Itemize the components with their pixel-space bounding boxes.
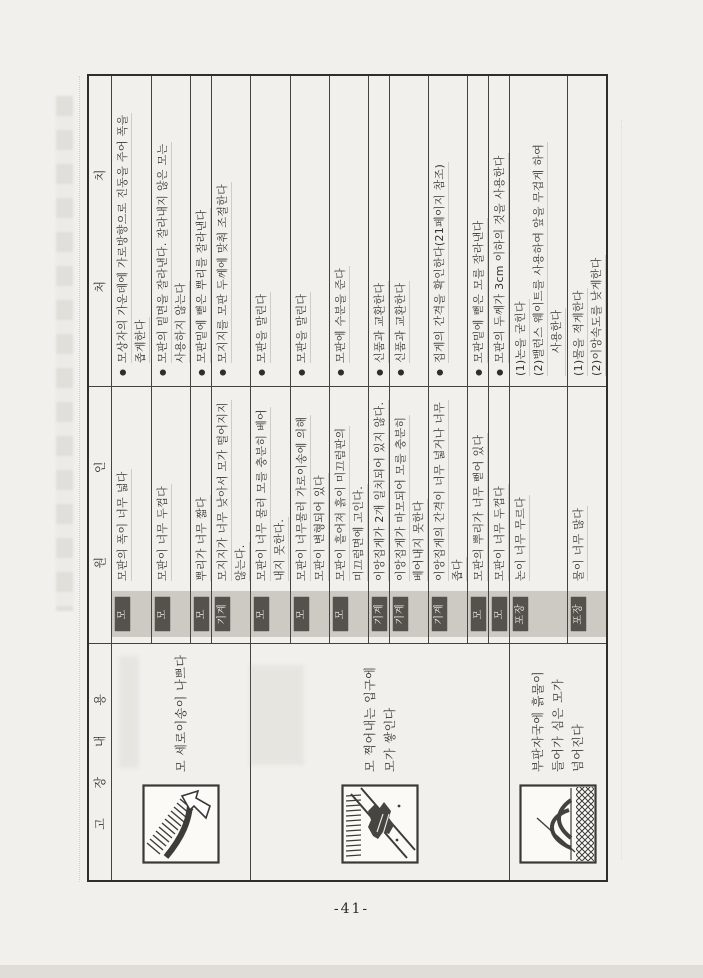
remedy-cell <box>468 76 488 386</box>
fault-caption-line: 부판자국에 흙물이 <box>531 670 545 772</box>
cause-category-badge: 모 <box>294 597 309 631</box>
page-number: -41- <box>333 901 370 917</box>
remedy-text <box>470 80 488 363</box>
cause-text-line: 이앙집게가 2개 일치되어 있지 않다. <box>371 400 389 581</box>
remedy-text-line: 신품과 교환한다 <box>392 281 410 363</box>
remedy-cell <box>152 76 190 386</box>
cause-cell <box>251 386 290 643</box>
cause-text <box>291 387 329 591</box>
cause-category-band <box>468 591 488 637</box>
remedy-text <box>491 80 509 363</box>
remedy-text-line: (2)이앙속도를 낮게한다 <box>588 255 606 376</box>
scan-ruling-artifact <box>79 76 80 882</box>
table-row <box>151 76 190 643</box>
cause-text-line: 모판이 흩어져 흙이 미끄럼판의 <box>332 426 350 581</box>
table-row <box>251 76 290 643</box>
cause-category-band <box>330 591 368 637</box>
column-header-cause: 원 인 <box>89 386 112 643</box>
cause-text <box>429 387 467 591</box>
cause-cell <box>429 386 467 643</box>
bullet-icon: ● <box>158 369 167 376</box>
remedy-cell <box>291 76 329 386</box>
cause-cell <box>291 386 329 643</box>
cause-category-band <box>489 591 509 637</box>
cause-remedy-rows <box>112 76 250 643</box>
cause-category-band <box>390 591 428 637</box>
remedy-text-line: (1)논을 굳힌다 <box>512 299 530 376</box>
fault-caption-line: 모 세로이송이 나쁘다 <box>174 654 188 772</box>
remedy-text <box>332 80 368 363</box>
remedy-text-line: 신품과 교환한다 <box>371 281 389 363</box>
remedy-text-line: 좁게한다 <box>132 317 150 363</box>
table-body <box>112 76 606 880</box>
bullet-icon: ● <box>197 369 206 376</box>
cause-text <box>330 387 368 591</box>
table-row <box>211 76 250 643</box>
bullet-icon: ● <box>375 369 384 376</box>
cause-category-band <box>291 591 329 637</box>
cause-text-line: 물이 너무 많다 <box>570 506 588 581</box>
cause-text-line: 내지 못한다. <box>271 517 289 581</box>
cause-category-badge: 모 <box>155 597 170 631</box>
cause-text <box>510 387 567 591</box>
cause-text-line: 미끄럼면에 고인다. <box>350 484 368 581</box>
remedy-text <box>431 80 467 363</box>
cause-text-line: 논이 너무 무르다 <box>512 495 530 581</box>
cause-category-band <box>191 591 211 637</box>
remedy-text <box>392 80 428 363</box>
table-row <box>428 76 467 643</box>
remedy-text-line: 모판의 밑면을 잘라낸다. 잘라내지 않은 모는 <box>154 142 172 363</box>
cause-category-band <box>152 591 190 637</box>
fault-caption-line: 들어가 심은 모가 <box>551 678 565 772</box>
scan-ruling-artifact <box>621 120 622 860</box>
remedy-text-line: 모판밑에 뻗은 뿌리를 잘라낸다 <box>193 208 211 363</box>
cause-category-badge: 모 <box>333 597 348 631</box>
remedy-text <box>154 80 190 363</box>
bullet-icon: ● <box>495 369 504 376</box>
remedy-text <box>253 80 290 363</box>
cause-category-badge: 기계 <box>432 597 447 631</box>
cause-text <box>212 387 250 591</box>
remedy-text-line: 모판을 말린다 <box>293 292 311 363</box>
cause-text-line: 모판이 너무물러 가로이송에 의해 <box>293 415 311 581</box>
remedy-text-line: (1)물을 적게한다 <box>570 288 588 376</box>
remedy-text <box>193 80 211 363</box>
remedy-cell <box>429 76 467 386</box>
table-header-row <box>89 76 112 880</box>
fault-section <box>250 76 509 880</box>
table-row <box>112 76 151 643</box>
cause-text-line: 베어내지 못한다 <box>410 499 428 581</box>
remedy-cell <box>390 76 428 386</box>
column-header-fault: 고 장 내 용 <box>89 643 112 880</box>
fault-caption-line: 넘어진다 <box>571 723 585 772</box>
scan-bleedthrough-artifact <box>56 96 73 611</box>
remedy-text-line: 집게의 간격을 확인한다(21페이지 참조) <box>431 162 449 363</box>
remedy-cell <box>369 76 389 386</box>
cause-cell <box>489 386 509 643</box>
cause-cell <box>510 386 567 643</box>
bullet-icon: ● <box>257 369 266 376</box>
fault-section <box>112 76 250 880</box>
bullet-icon: ● <box>435 369 444 376</box>
remedy-cell <box>112 76 151 386</box>
cause-category-badge: 모 <box>254 597 269 631</box>
cause-category-badge: 포장 <box>571 597 586 631</box>
cause-cell <box>212 386 250 643</box>
cause-text-line: 모판이 너무 두껍다 <box>154 484 172 581</box>
table-row <box>190 76 211 643</box>
remedy-cell <box>212 76 250 386</box>
cause-remedy-rows <box>251 76 509 643</box>
cause-text <box>191 387 211 591</box>
remedy-text-line: 모판에 수분을 준다 <box>332 266 350 363</box>
cause-category-badge: 기계 <box>372 597 387 631</box>
cause-text-line: 뿌리가 너무 짧다 <box>193 495 211 581</box>
cause-text-line: 모판이 변형되어 있다 <box>311 473 329 581</box>
cause-category-band <box>112 591 151 637</box>
remedy-cell <box>568 76 606 386</box>
fault-caption <box>360 667 400 772</box>
cause-cell <box>191 386 211 643</box>
cause-category-band <box>510 591 567 637</box>
cause-text <box>489 387 509 591</box>
cause-text <box>251 387 290 591</box>
cause-text <box>369 387 389 591</box>
table-row <box>567 76 606 643</box>
cause-category-band <box>251 591 290 637</box>
remedy-cell <box>330 76 368 386</box>
cause-cell <box>112 386 151 643</box>
cause-category-band <box>212 591 250 637</box>
cause-category-badge: 포장 <box>513 597 528 631</box>
column-header-remedy: 처 치 <box>92 121 107 293</box>
bullet-icon: ● <box>336 369 345 376</box>
remedy-text <box>214 80 250 363</box>
cause-text <box>468 387 488 591</box>
cause-category-band <box>369 591 389 637</box>
seedling-pickup-inlet-clog-figure <box>341 784 419 864</box>
remedy-cell <box>489 76 509 386</box>
cause-text-line: 모판의 뿌리가 너무 뻗어 있다 <box>470 433 488 581</box>
cause-text <box>390 387 428 591</box>
remedy-text <box>512 80 567 376</box>
fault-caption <box>171 655 191 772</box>
cause-category-badge: 모 <box>492 597 507 631</box>
table-row <box>488 76 509 643</box>
cause-text-line: 모지지가 너무 낮아서 모가 떨어지지 <box>214 400 232 581</box>
cause-text-line: 이앙집게의 간격이 너무 넓거나 너무 <box>431 400 449 581</box>
remedy-text <box>293 80 329 363</box>
fault-caption-line: 모가 쌓인다 <box>383 707 397 772</box>
cause-cell <box>568 386 606 643</box>
remedy-text-line: 모상자의 가운데에 가로방향으로 진동을 주어 폭을 <box>114 113 132 363</box>
bullet-icon: ● <box>474 369 483 376</box>
table-row <box>510 76 567 643</box>
cause-cell <box>369 386 389 643</box>
fault-caption <box>528 671 588 772</box>
cause-cell <box>152 386 190 643</box>
table-row <box>290 76 329 643</box>
table-row <box>329 76 368 643</box>
cause-text-line: 이앙집게가 마모되어 모를 충분히 <box>392 415 410 581</box>
cause-category-badge: 모 <box>471 597 486 631</box>
fault-section <box>509 76 606 880</box>
cause-text <box>152 387 190 591</box>
cause-category-badge: 기계 <box>215 597 230 631</box>
cause-category-badge: 모 <box>115 597 130 631</box>
remedy-text <box>371 80 389 363</box>
cause-text-line: 않는다. <box>232 542 250 581</box>
cause-cell <box>468 386 488 643</box>
fault-description-cell <box>510 643 606 880</box>
fallen-seedling-wheel-track-figure <box>519 784 597 864</box>
cause-category-badge: 모 <box>194 597 209 631</box>
cause-text <box>568 387 606 591</box>
cause-category-badge: 기계 <box>393 597 408 631</box>
remedy-text-line: 모판밑에 뻗은 모를 잘라낸다 <box>470 218 488 363</box>
remedy-cell <box>510 76 567 386</box>
cause-text-line: 모판이 너무 물러 모를 충분히 베어 <box>253 407 271 581</box>
cause-category-band <box>568 591 606 637</box>
remedy-text-line: 사용한다 <box>548 308 566 376</box>
fault-description-cell <box>251 643 509 880</box>
remedy-cell <box>251 76 290 386</box>
table-row <box>389 76 428 643</box>
seedling-mat-longitudinal-feed-figure <box>142 784 220 864</box>
remedy-text-line: 모지지를 모판 두께에 맞춰 조절한다 <box>214 182 232 363</box>
remedy-text-line: 모판의 두께가 3cm 이하의 것을 사용한다 <box>491 153 509 363</box>
fault-caption-line: 모 찍어내는 입구에 <box>363 666 377 772</box>
cause-cell <box>390 386 428 643</box>
remedy-text-line: (2)밸런스 웨이트를 사용하여 앞을 무겁게 하여 <box>530 142 548 376</box>
troubleshooting-table <box>87 74 608 882</box>
remedy-text-line: 모판을 말린다 <box>253 292 271 363</box>
bullet-icon: ● <box>297 369 306 376</box>
cause-cell <box>330 386 368 643</box>
remedy-text <box>114 80 151 363</box>
cause-text-line: 모판이 너무 두껍다 <box>491 484 509 581</box>
remedy-cell <box>191 76 211 386</box>
scan-edge-shadow <box>0 965 703 978</box>
remedy-text <box>570 80 606 376</box>
cause-text-line: 좁다 <box>449 557 467 581</box>
cause-category-band <box>429 591 467 637</box>
cause-text-line: 모판의 폭이 너무 넓다 <box>114 469 132 581</box>
bullet-icon: ● <box>118 369 127 376</box>
bullet-icon: ● <box>396 369 405 376</box>
fault-description-cell <box>112 643 250 880</box>
cause-text <box>112 387 151 591</box>
bullet-icon: ● <box>218 369 227 376</box>
table-row <box>368 76 389 643</box>
table-row <box>467 76 488 643</box>
remedy-text-line: 사용하지 않는다 <box>172 281 190 363</box>
cause-remedy-rows <box>510 76 606 643</box>
